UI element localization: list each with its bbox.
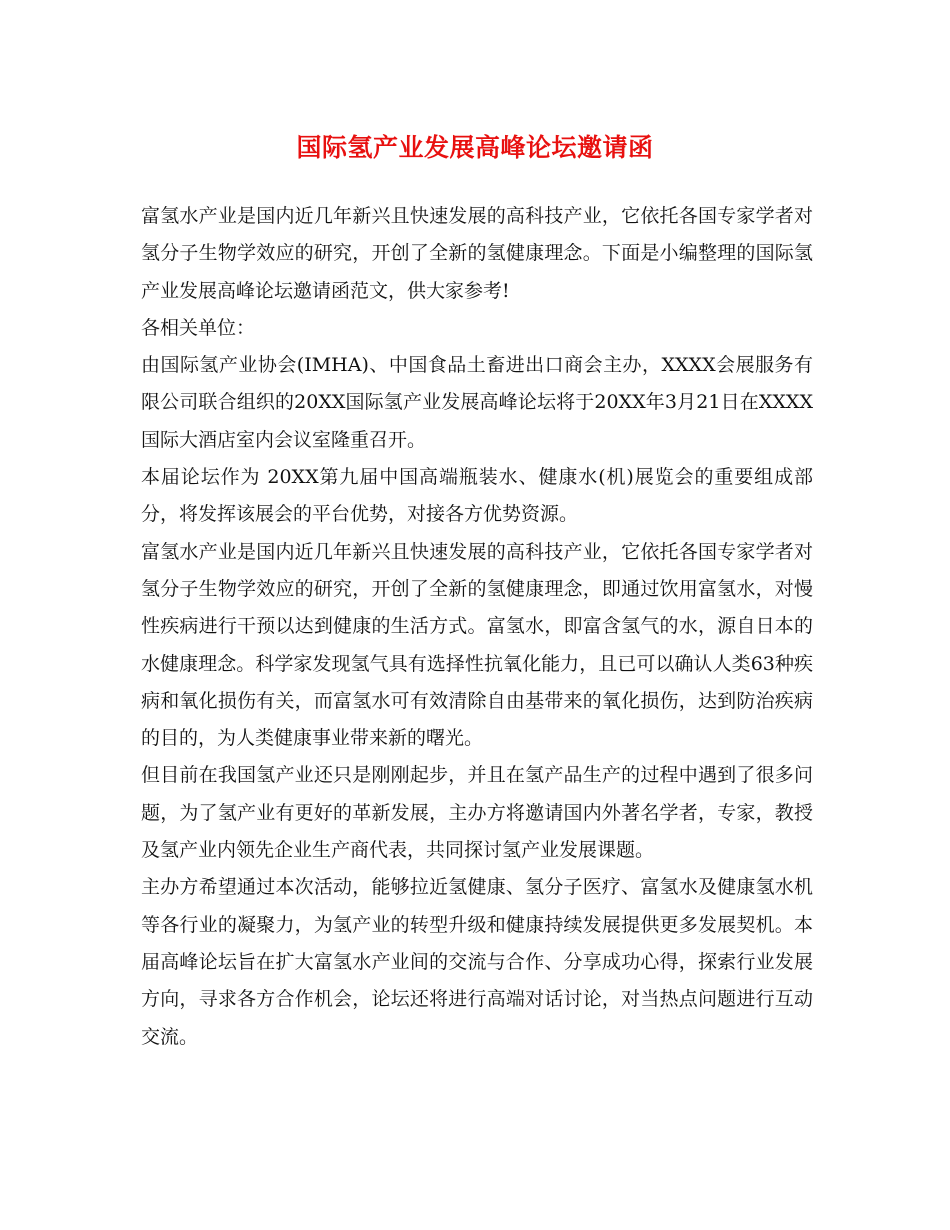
paragraph-hydrogen-water: 富氢水产业是国内近几年新兴且快速发展的高科技产业，它依托各国专家学者对氢分子生物学效应的研究，开创了全新的氢健康理念，即通过饮用富氢水，对慢性疾病进行干预以达到健康的生活方式。富氢水，即富含氢气的水，源自日本的水健康理念。科学家发现氢气具有选择性抗氧化能力，且已可以确认人类63种疾病和氧化损伤有关，而富氢水可有效清除自由基带来的氧化损伤，达到防治疾病的目的，为人类健康事业带来新的曙光。 bbox=[141, 540, 813, 750]
paragraph-organizers: 由国际氢产业协会(IMHA)、中国食品土畜进出口商会主办，XXXX会展服务有限公司联合组织的20XX国际氢产业发展高峰论坛将于20XX年3月21日在XXXX国际大酒店室内会议室隆重召开。 bbox=[141, 354, 813, 451]
document-title: 国际氢产业发展高峰论坛邀请函 bbox=[296, 133, 654, 162]
document-body bbox=[141, 198, 813, 1056]
paragraph-forum-role: 本届论坛作为 20XX第九届中国高端瓶装水、健康水(机)展览会的重要组成部分，将发挥该展会的平台优势，对接各方优势资源。 bbox=[141, 466, 813, 526]
paragraph-industry-status: 但目前在我国氢产业还只是刚刚起步，并且在氢产品生产的过程中遇到了很多问题，为了氢产业有更好的革新发展，主办方将邀请国内外著名学者，专家，教授及氢产业内领先企业生产商代表，共同探讨氢产业发展课题。 bbox=[141, 764, 813, 862]
paragraph-salutation: 各相关单位： bbox=[141, 316, 256, 339]
paragraph-forum-goals: 主办方希望通过本次活动，能够拉近氢健康、氢分子医疗、富氢水及健康氢水机等各行业的凝聚力，为氢产业的转型升级和健康持续发展提供更多发展契机。本届高峰论坛旨在扩大富氢水产业间的交流与合作、分享成功心得，探索行业发展方向，寻求各方合作机会，论坛还将进行高端对话讨论，对当热点问题进行互动交流。 bbox=[141, 876, 813, 1048]
paragraph-intro: 富氢水产业是国内近几年新兴且快速发展的高科技产业，它依托各国专家学者对氢分子生物学效应的研究，开创了全新的氢健康理念。下面是小编整理的国际氢产业发展高峰论坛邀请函范文，供大家参考! bbox=[141, 205, 813, 302]
